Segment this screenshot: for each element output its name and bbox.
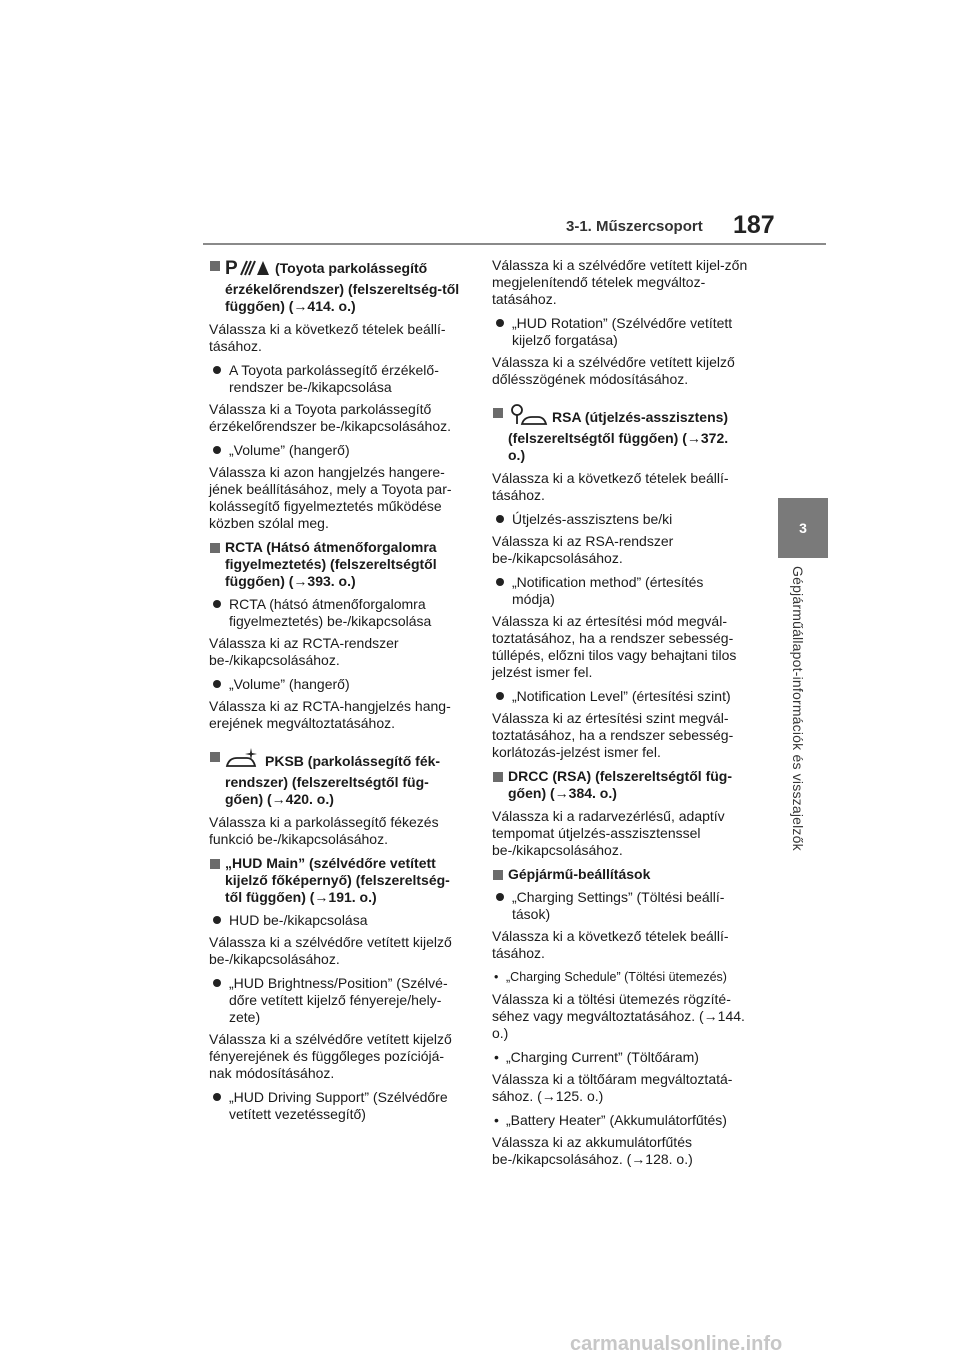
- bullet-text: „Notification method” (értesítés módja): [512, 574, 704, 607]
- heading-text: PKSB (parkolássegítő fék-rendszer) (felszereltségtől füg-gően) (→420. o.): [225, 753, 441, 807]
- bullet-item: [209, 596, 465, 630]
- heading-text: „HUD Main” (szélvédőre vetített kijelző főképernyő) (felszereltség-től függően) (→191. o.): [225, 855, 450, 905]
- bullet-text: HUD be-/kikapcsolása: [229, 912, 368, 928]
- heading-square-icon: [493, 870, 503, 880]
- heading-text: RSA (útjelzés-asszisztens) (felszereltségtől függően) (→372. o.): [508, 409, 729, 463]
- sub-bullet-icon: •: [494, 1049, 499, 1065]
- bullet-item: [209, 1089, 465, 1123]
- paragraph: Válassza ki azon hangjelzés hangere-jének beállításához, mely a Toyota par-kolássegítő figyelmeztetés működése közben szólal meg.: [209, 464, 452, 531]
- heading-text: (Toyota parkolássegítő érzékelőrendszer) (felszereltség-től függően) (→414. o.): [225, 260, 460, 314]
- bullet-text: „Charging Settings” (Töltési beállí-tások): [512, 889, 725, 922]
- bullet-icon: [213, 1093, 221, 1101]
- sub-item: [492, 969, 748, 986]
- bullet-item: [209, 912, 465, 929]
- brake-car-icon: [225, 748, 261, 774]
- sub-text: „Charging Schedule” (Töltési ütemezés): [506, 970, 727, 984]
- section-title: 3-1. Műszercsoport: [566, 218, 703, 235]
- bullet-text: „HUD Driving Support” (Szélvédőre vetített vezetéssegítő): [229, 1089, 448, 1122]
- paragraph: Válassza ki az akkumulátorfűtés be-/kikapcsolásához. (→128. o.): [492, 1134, 693, 1167]
- bullet-icon: [213, 600, 221, 608]
- paragraph: Válassza ki az RSA-rendszer be-/kikapcsolásához.: [492, 533, 674, 566]
- paragraph: Válassza ki az RCTA-rendszer be-/kikapcsolásához.: [209, 635, 399, 668]
- sub-item: [492, 1049, 748, 1066]
- bullet-icon: [496, 578, 504, 586]
- bullet-item: [492, 315, 748, 349]
- heading-square-icon: [210, 543, 220, 553]
- bullet-icon: [213, 366, 221, 374]
- road-sign-assist-icon: [508, 404, 548, 430]
- chapter-title: Gépjárműállapot-információk és visszajelzők: [790, 566, 806, 851]
- heading-drcc: [492, 768, 748, 802]
- heading-hud-main: [209, 855, 465, 906]
- bullet-icon: [213, 680, 221, 688]
- bullet-icon: [213, 446, 221, 454]
- bullet-icon: [213, 916, 221, 924]
- paragraph: Válassza ki a radarvezérlésű, adaptív tempomat útjelzés-asszisztenssel be-/kikapcsolásához.: [492, 808, 725, 858]
- heading-text: DRCC (RSA) (felszereltségtől füg-gően) (→384. o.): [508, 768, 733, 801]
- page-number: 187: [733, 211, 775, 239]
- svg-text:P: P: [225, 258, 238, 277]
- bullet-text: „Volume” (hangerő): [229, 676, 350, 692]
- bullet-item: [492, 688, 748, 705]
- watermark: carmanualsonline.info: [570, 1333, 783, 1355]
- sub-text: „Battery Heater” (Akkumulátorfűtés): [506, 1112, 727, 1128]
- sub-bullet-icon: •: [494, 970, 499, 984]
- paragraph: Válassza ki a következő tételek beállí-tásához.: [209, 321, 446, 354]
- bullet-icon: [496, 319, 504, 327]
- paragraph: Válassza ki a töltési ütemezés rögzíté-séhez vagy megváltoztatásához. (→144. o.): [492, 991, 745, 1041]
- heading-pksb: [209, 748, 465, 808]
- bullet-icon: [496, 893, 504, 901]
- bullet-icon: [496, 692, 504, 700]
- heading-square-icon: [493, 772, 503, 782]
- sub-bullet-icon: •: [494, 1112, 499, 1128]
- parking-sensor-icon: [225, 257, 271, 281]
- bullet-item: [492, 889, 748, 923]
- bullet-text: RCTA (hátsó átmenőforgalomra figyelmeztetés) be-/kikapcsolása: [229, 596, 432, 629]
- bullet-item: [209, 362, 465, 396]
- chapter-tab: 3: [778, 498, 828, 558]
- heading-square-icon: [493, 408, 503, 418]
- heading-square-icon: [210, 752, 220, 762]
- bullet-text: „Volume” (hangerő): [229, 442, 350, 458]
- sub-item: [492, 1112, 748, 1129]
- bullet-text: „Notification Level” (értesítési szint): [512, 688, 731, 704]
- bullet-text: Útjelzés-asszisztens be/ki: [512, 511, 673, 527]
- bullet-text: „HUD Brightness/Position” (Szélvé-dőre vetített kijelző fényereje/hely-zete): [229, 975, 448, 1025]
- paragraph: Válassza ki a szélvédőre vetített kijelző fényerejének és függőleges pozíciójá-nak módosításához.: [209, 1031, 452, 1081]
- paragraph: Válassza ki a szélvédőre vetített kijel-zőn megjelenítendő tételek megváltoz-tatásához.: [492, 257, 748, 307]
- paragraph: Válassza ki az értesítési mód megvál-toztatásához, ha a rendszer sebesség-túllépés, előzni tilos vagy behajtani tilos jelzést ismer fel.: [492, 613, 737, 680]
- heading-parking-sensor: [209, 257, 465, 315]
- paragraph: Válassza ki a szélvédőre vetített kijelző dőlésszögének módosításához.: [492, 354, 735, 387]
- paragraph: Válassza ki a töltőáram megváltoztatá-sához. (→125. o.): [492, 1071, 733, 1104]
- heading-vehicle-settings: [492, 866, 748, 883]
- bullet-item: [209, 676, 465, 693]
- paragraph: Válassza ki az értesítési szint megvál-toztatásához, ha a rendszer sebesség-korlátozás-jelzést ismer fel.: [492, 710, 734, 760]
- bullet-item: [492, 511, 748, 528]
- heading-text: Gépjármű-beállítások: [508, 866, 651, 882]
- bullet-text: „HUD Rotation” (Szélvédőre vetített kijelző forgatása): [512, 315, 733, 348]
- paragraph: Válassza ki a következő tételek beállí-tásához.: [492, 470, 729, 503]
- bullet-item: [209, 442, 465, 459]
- paragraph: Válassza ki a következő tételek beállí-tásához.: [492, 928, 729, 961]
- header-divider: [203, 243, 826, 245]
- paragraph: Válassza ki az RCTA-hangjelzés hang-erejének megváltoztatásához.: [209, 698, 451, 731]
- heading-square-icon: [210, 261, 220, 271]
- paragraph: Válassza ki a Toyota parkolássegítő érzékelőrendszer be-/kikapcsolásához.: [209, 401, 452, 434]
- bullet-item: [209, 975, 465, 1026]
- heading-rsa: [492, 404, 748, 464]
- bullet-icon: [496, 515, 504, 523]
- heading-square-icon: [210, 859, 220, 869]
- bullet-text: A Toyota parkolássegítő érzékelő-rendszer be-/kikapcsolása: [229, 362, 439, 395]
- paragraph: Válassza ki a parkolássegítő fékezés funkció be-/kikapcsolásához.: [209, 814, 439, 847]
- heading-text: RCTA (Hátsó átmenőforgalomra figyelmeztetés) (felszereltségtől függően) (→393. o.): [225, 539, 437, 589]
- bullet-icon: [213, 979, 221, 987]
- bullet-item: [492, 574, 748, 608]
- sub-text: „Charging Current” (Töltőáram): [506, 1049, 699, 1065]
- right-column: [492, 257, 748, 1175]
- paragraph: Válassza ki a szélvédőre vetített kijelző be-/kikapcsolásához.: [209, 934, 452, 967]
- heading-rcta: [209, 539, 465, 590]
- left-column: [209, 257, 465, 1128]
